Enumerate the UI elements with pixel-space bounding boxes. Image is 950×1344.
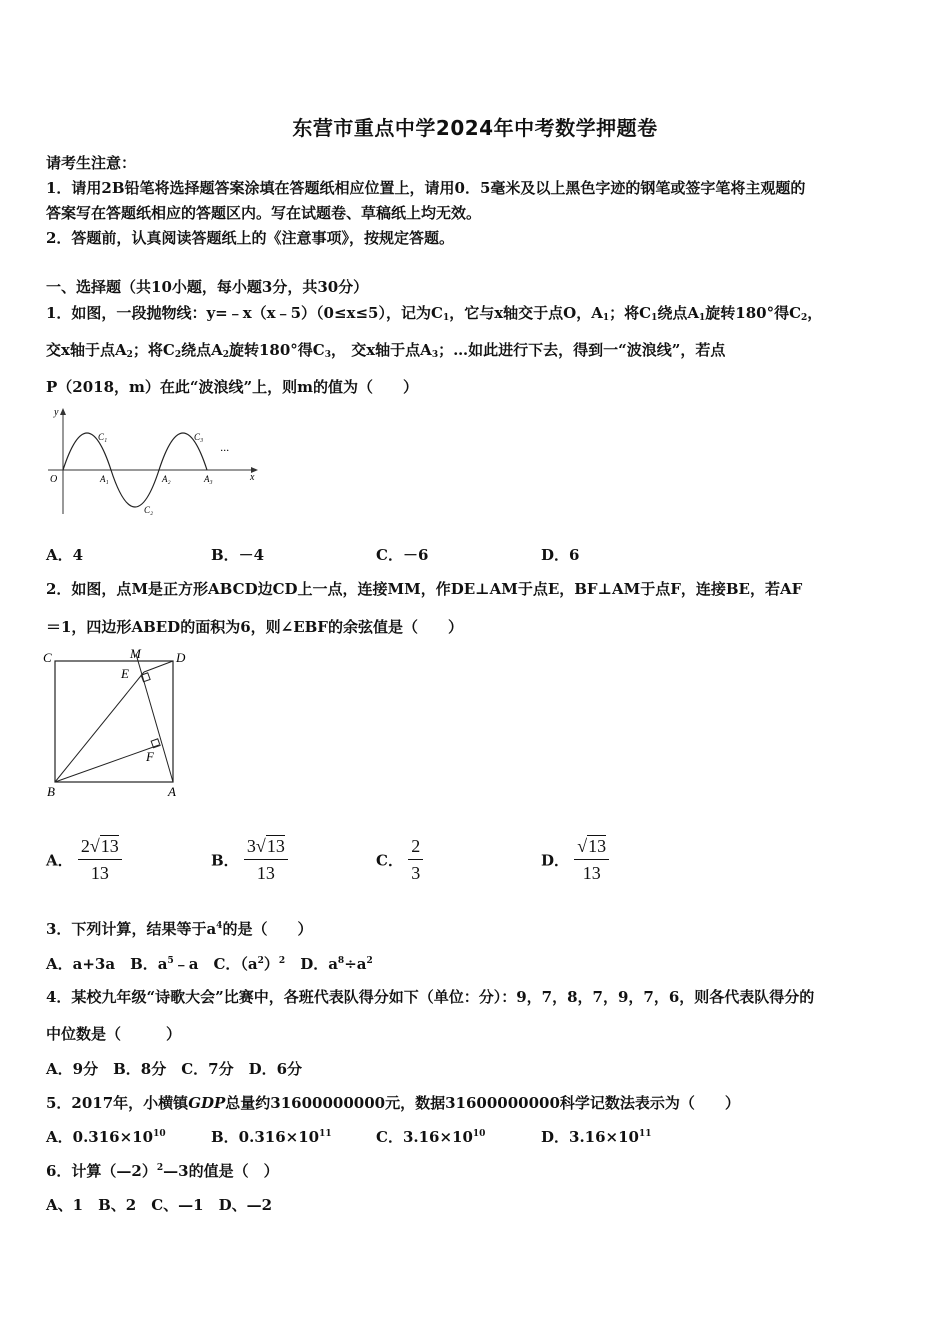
notice-item-1-line-2: 答案写在答题纸相应的答题区内。写在试题卷、草稿纸上均无效。 (46, 204, 482, 222)
page-title: 东营市重点中学2024年中考数学押题卷 (292, 116, 658, 140)
y-label: y (54, 407, 59, 418)
q2-square-figure (40, 644, 200, 804)
q1-option-b: B．－4 (211, 546, 265, 564)
q5-option-c: C．$3.16\times 10^{10}$ (376, 1128, 486, 1146)
label-c: C (43, 650, 52, 665)
segment-am (136, 654, 173, 782)
c2-label: C₂ (144, 505, 154, 515)
q2-option-d: D． $\frac{√13}{13}$ (541, 836, 609, 884)
q3-options: A．a+3a B．$a^5﹣a$ C．$(a^2)^2$ D．$a^8\div a^2$ (46, 955, 373, 973)
q2-line-2: ＝1，四边形ABED的面积为6，则∠EBF的余弦值是（ ） (46, 618, 463, 636)
q1-wave-figure (44, 404, 264, 520)
q2-line-1: 2．如图，点M是正方形ABCD边CD上一点，连接MM，作DE⊥AM于点E，BF⊥AM于点F，连接BE，若AF (46, 580, 803, 598)
x-label: x (250, 472, 255, 483)
q2-option-c: C． $\frac{2}{3}$ (376, 836, 423, 884)
q2-option-a: A． $\frac{2√13}{13}$ (46, 836, 122, 884)
label-f: F (146, 749, 154, 764)
q3-stem: 3．下列计算，结果等于$a^4$的是（ ） (46, 920, 313, 938)
q5-option-b: B．$0.316\times 10^{11}$ (211, 1128, 332, 1146)
label-d: D (176, 650, 186, 665)
q6-stem: 6．计算（—2）$^2$—3的值是（ ） (46, 1162, 279, 1180)
q1-option-c: C．－6 (376, 546, 429, 564)
q1-line-1: 1．如图，一段抛物线：y=﹣x（x﹣5）（0≤x≤5），记为$C_1$，它与x轴交于点O，$A_1$；将$C_1$绕点$A_1$旋转180°得$C_2$， (46, 304, 823, 323)
label-b: B (47, 784, 55, 799)
a3-label: A₃ (204, 474, 213, 484)
q4-options: A．9分 B．8分 C．7分 D．6分 (46, 1060, 303, 1078)
a1-label: A₁ (100, 474, 109, 484)
segment-be (55, 672, 144, 782)
section-heading: 一、选择题（共10小题，每小题3分，共30分） (46, 278, 369, 296)
notice-heading: 请考生注意： (46, 154, 137, 172)
y-axis-arrow (60, 408, 66, 415)
c3-label: C₃ (194, 432, 204, 442)
q1-option-a: A．4 (46, 546, 84, 564)
q6-options: A、1 B、2 C、—1 D、—2 (46, 1196, 273, 1214)
q5-option-a: A．$0.316\times 10^{10}$ (46, 1128, 166, 1146)
notice-item-2: 2．答题前，认真阅读答题纸上的《注意事项》，按规定答题。 (46, 229, 454, 247)
label-m: M (130, 646, 141, 661)
segment-de (144, 661, 173, 672)
continuation-dots: ··· (220, 443, 229, 457)
q4-line-2: 中位数是（ ） (46, 1025, 182, 1043)
q1-line-3: P（2018，m）在此“波浪线”上，则m的值为（ ） (46, 378, 419, 396)
q5-option-d: D．$3.16\times 10^{11}$ (541, 1128, 652, 1146)
q4-line-1: 4．某校九年级“诗歌大会”比赛中，各班代表队得分如下（单位：分）：9，7，8，7，9，7，6，则各代表队得分的 (46, 988, 815, 1006)
a2-label: A₂ (162, 474, 171, 484)
q2-option-b: B． $\frac{3√13}{13}$ (211, 836, 288, 884)
label-a: A (168, 784, 176, 799)
label-e: E (121, 666, 129, 681)
c1-label: C₁ (98, 432, 108, 442)
origin-label: O (50, 474, 58, 485)
q1-line-2: 交x轴于点$A_2$；将$C_2$绕点$A_2$旋转180°得$C_3$， 交x轴于点$A_3$；…如此进行下去，得到一“波浪线”，若点 (46, 341, 726, 360)
q5-stem: 5．2017年，小横镇GDP总量约31600000000元，数据31600000000科学记数法表示为（ ） (46, 1094, 740, 1112)
notice-item-1-line-1: 1．请用2B铅笔将选择题答案涂填在答题纸相应位置上，请用0．5毫米及以上黑色字迹的钢笔或签字笔将主观题的 (46, 179, 806, 197)
q1-option-d: D．6 (541, 546, 580, 564)
